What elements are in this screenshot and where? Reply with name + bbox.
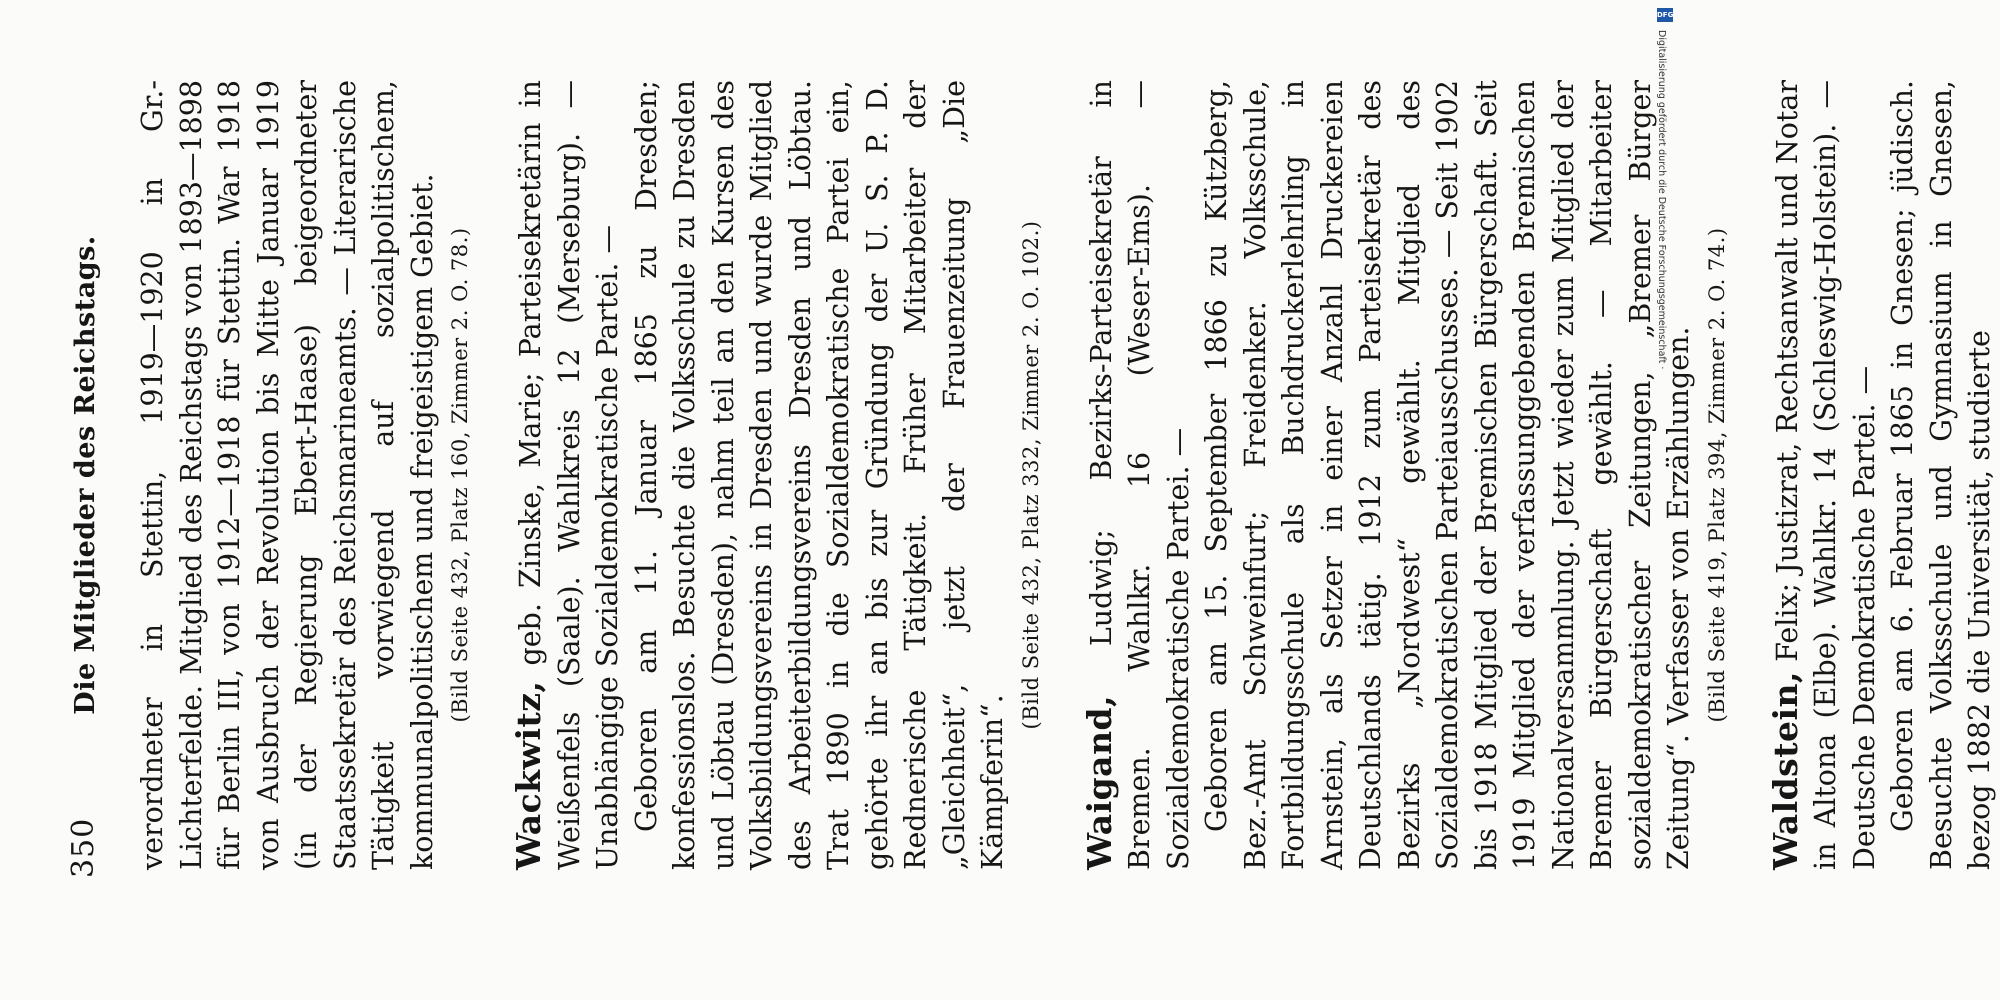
member-name: Wackwitz, [509, 680, 548, 870]
member-entry-waldstein [1767, 80, 2000, 870]
dfg-logo: DFG [1657, 8, 1673, 22]
entry-heading [1081, 80, 1199, 870]
page-number: 350 [66, 817, 101, 878]
entry-heading [510, 80, 628, 870]
member-biography: Geboren am 11. Januar 1865 zu Dresden; konfessionslos. Besuchte die Volksschule zu Dresden und Löbtau (Dresden), nahm teil an den Kursen des Volksbildungsvereins in Dresden und wurde Mitglied des Arbeiterbildungsvereins Dresden und Löbtau. Trat 1890 in die Sozialdemokratische Partei ein, gehörte ihr an bis zur Gründung der U. S. P. D. Rednerische Tätigkeit. Früher Mitarbeiter der „Gleichheit“, jetzt der Frauenzeitung „Die Kämpferin“. [629, 80, 1009, 870]
page-title: Die Mitglieder des Reichstags. [70, 235, 101, 715]
member-name: Waldstein, [1765, 670, 1805, 870]
member-details: Felix; Justizrat, Rechtsanwalt und Notar in Altona (Elbe). Wahlkr. 14 (Schleswig-Holstein). — Deutsche Demokratische Partei. — [1770, 80, 1881, 870]
digitization-note [1653, 30, 1671, 440]
digitization-note-text: Digitalisierung gefördert durch die Deutsche Forschungsgemeinschaft · [1656, 30, 1667, 370]
continuation-text: verordneter in Stettin, 1919—1920 in Gr.-Lichterfelde. Mitglied des Reichstags von 1893—1898 für Berlin III, von 1912—1918 für Stettin. War 1918 von Ausbruch der Revolution bis Mitte Januar 1919 (in der Regierung Ebert-Haase) beigeordneter Staatssekretär des Reichsmarineamts. — Literarische Tätigkeit vorwiegend auf sozialpolitischem, kommunalpolitischem und freigeistigem Gebiet. [136, 80, 439, 870]
member-biography: Geboren am 6. Februar 1865 in Gnesen; jüdisch. Besuchte Volksschule und Gymnasium in Gnesen, bezog 1882 die Universität, studierte [1886, 80, 1996, 870]
image-reference: (Bild Seite 432, Platz 160, Zimmer 2. O. 78.) [448, 227, 472, 723]
running-head [66, 80, 104, 878]
member-details: geb. Zinske, Marie; Parteisekretärin in Weißenfels (Saale). Wahlkreis 12 (Merseburg). — Unabhängige Sozialdemokratische Partei. — [514, 80, 624, 870]
member-details: Ludwig; Bezirks-Parteisekretär in Bremen. Wahlkr. 16 (Weser-Ems). — Sozialdemokratische Partei. — [1084, 80, 1195, 870]
continuation-entry [134, 80, 474, 870]
member-entry-waigand [1081, 80, 1731, 870]
member-biography: Geboren am 15. September 1866 zu Kützberg, Bez.-Amt Schweinfurt; Freidenker. Volksschule, Fortbildungsschule als Buchdruckerlehrling in Arnstein, als Setzer in einer Anzahl Druckereien Deutschlands tätig. 1912 zum Parteisekretär des Bezirks „Nordwest“ gewählt. Mitglied des Sozialdemokratischen Parteiausschusses. — Seit 1902 bis 1918 Mitglied der Bremischen Bürgerschaft. Seit 1919 Mitglied der verfassunggebenden Bremischen Nationalversammlung. Jetzt wieder zum Mitglied der Bremer Bürgerschaft gewählt. — Mitarbeiter sozialdemokratischer Zeitungen, „Bremer Bürger Zeitung“. Verfasser von Erzählungen. [1200, 80, 1695, 870]
member-name: Waigand, [1079, 694, 1119, 870]
member-entry-wackwitz [510, 80, 1045, 870]
entry-heading [1767, 80, 1885, 870]
image-reference: (Bild Seite 432, Platz 332, Zimmer 2. O. 102.) [1018, 220, 1043, 730]
image-reference: (Bild Seite 419, Platz 394, Zimmer 2. O. 74.) [1704, 227, 1729, 723]
